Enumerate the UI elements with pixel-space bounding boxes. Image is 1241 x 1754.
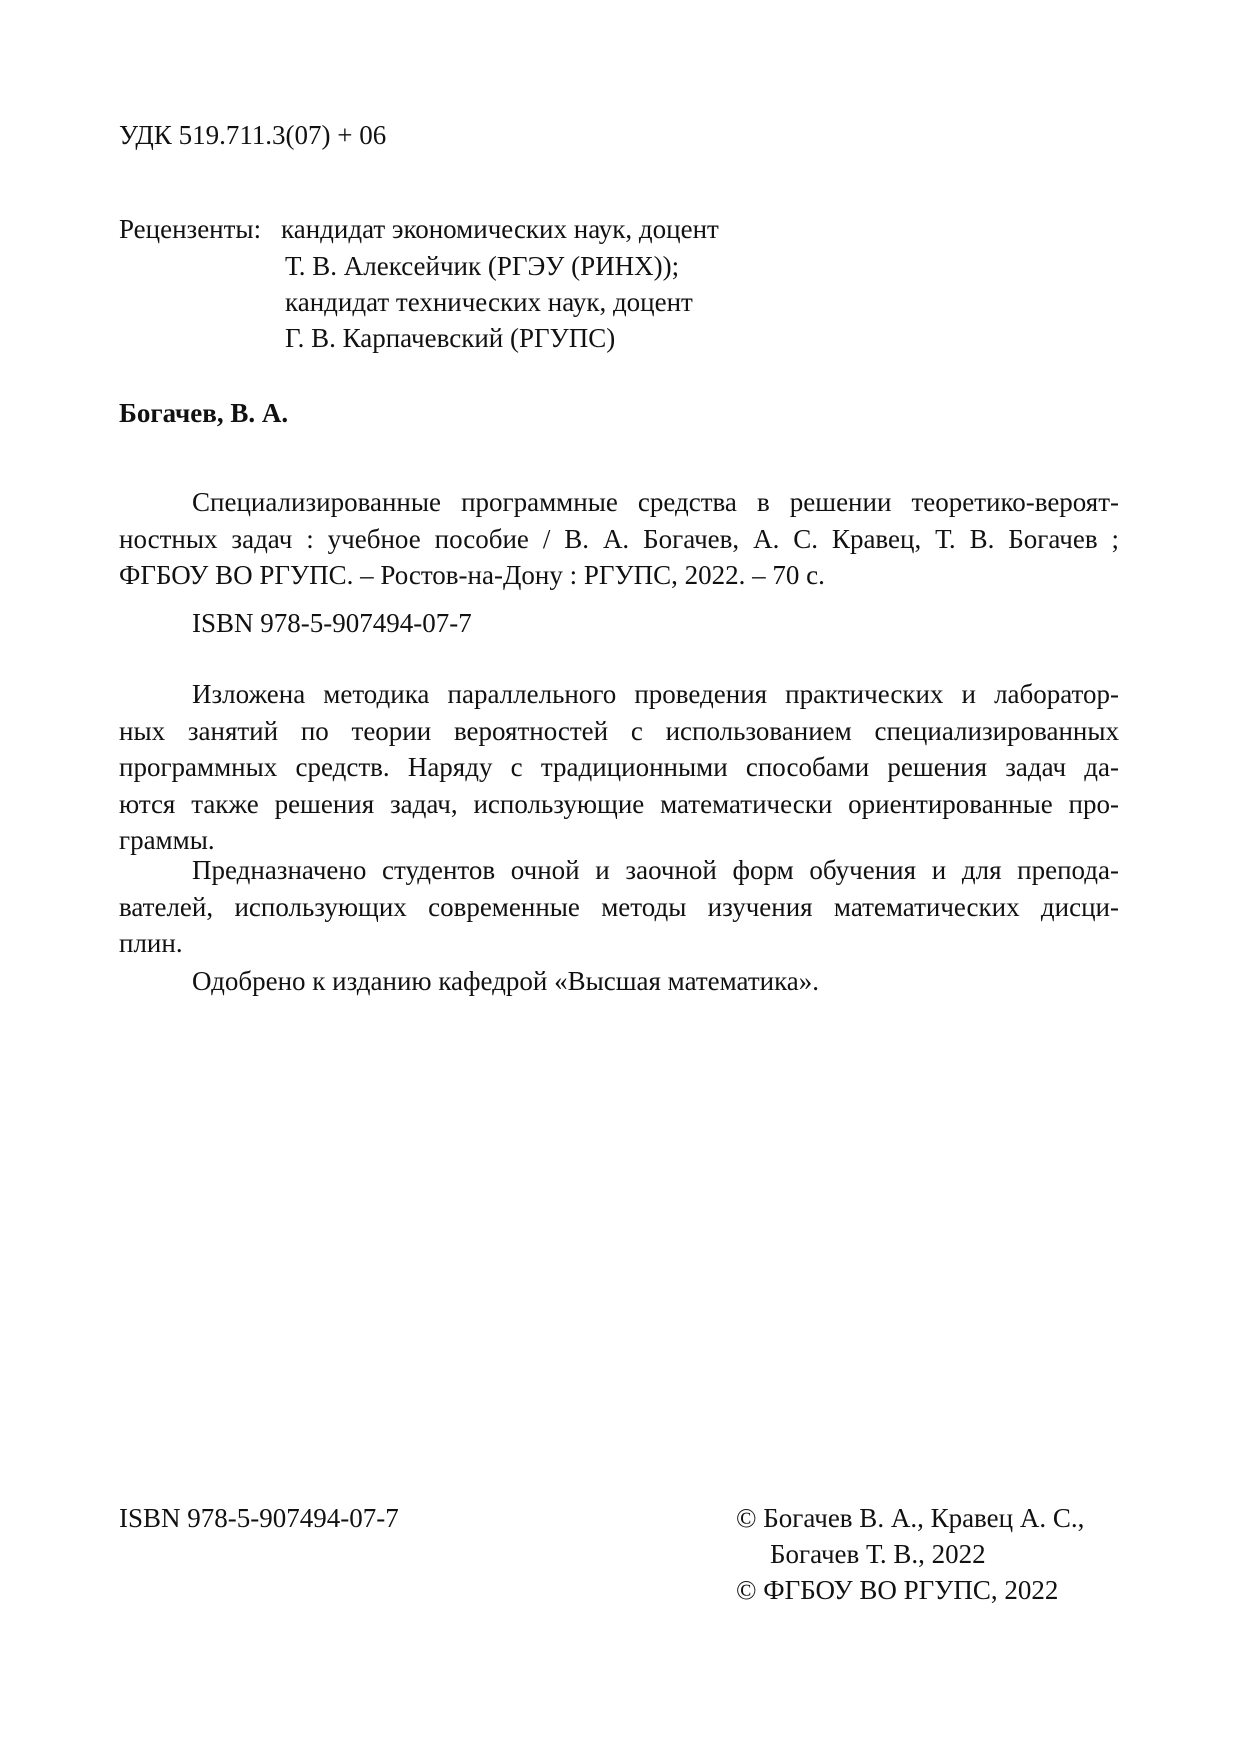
annotation-paragraph — [119, 676, 1119, 859]
citation-paragraph — [119, 484, 1119, 594]
approval-note: Одобрено к изданию кафедрой «Высшая математика». — [192, 966, 820, 996]
reviewer-line: Т. В. Алексейчик (РГЭУ (РИНХ)); — [285, 251, 680, 281]
reviewer-line: кандидат технических наук, доцент — [285, 287, 693, 317]
copyright-line: Богачев Т. В., 2022 — [770, 1539, 986, 1569]
citation-line: Специализированные программные средства в решении теоретико-вероят- — [192, 487, 1119, 517]
copyright-line: © Богачев В. А., Кравец А. С., — [736, 1503, 1085, 1533]
annotation-line: ются также решения задач, использующие математически ориентированные про- — [119, 788, 1119, 819]
reviewers-label: Рецензенты: — [119, 214, 262, 244]
purpose-line: Предназначено студентов очной и заочной форм обучения и для препода- — [192, 855, 1119, 885]
isbn-line: ISBN 978-5-907494-07-7 — [192, 608, 472, 638]
annotation-line: программных средств. Наряду с традиционными способами решения задач да- — [119, 752, 1119, 782]
annotation-line: ных занятий по теории вероятностей с использованием специализированных — [119, 715, 1119, 746]
annotation-line: граммы. — [119, 825, 215, 855]
annotation-line: Изложена методика параллельного проведения практических и лаборатор- — [192, 679, 1119, 709]
author-heading: Богачев, В. А. — [119, 398, 289, 428]
purpose-paragraph — [119, 852, 1119, 962]
purpose-line: плин. — [119, 928, 183, 958]
reviewer-line: Г. В. Карпачевский (РГУПС) — [285, 323, 616, 353]
footer-isbn: ISBN 978-5-907494-07-7 — [119, 1503, 399, 1533]
udk-code: УДК 519.711.3(07) + 06 — [119, 120, 387, 150]
reviewer-line: кандидат экономических наук, доцент — [281, 214, 719, 244]
copyright-line: © ФГБОУ ВО РГУПС, 2022 — [736, 1575, 1059, 1605]
citation-line: ностных задач : учебное пособие / В. А. Богачев, А. С. Кравец, Т. В. Богачев ; — [119, 523, 1119, 554]
purpose-line: вателей, использующих современные методы изучения математических дисци- — [119, 891, 1119, 922]
citation-line: ФГБОУ ВО РГУПС. – Ростов-на-Дону : РГУПС, 2022. – 70 с. — [119, 560, 825, 590]
